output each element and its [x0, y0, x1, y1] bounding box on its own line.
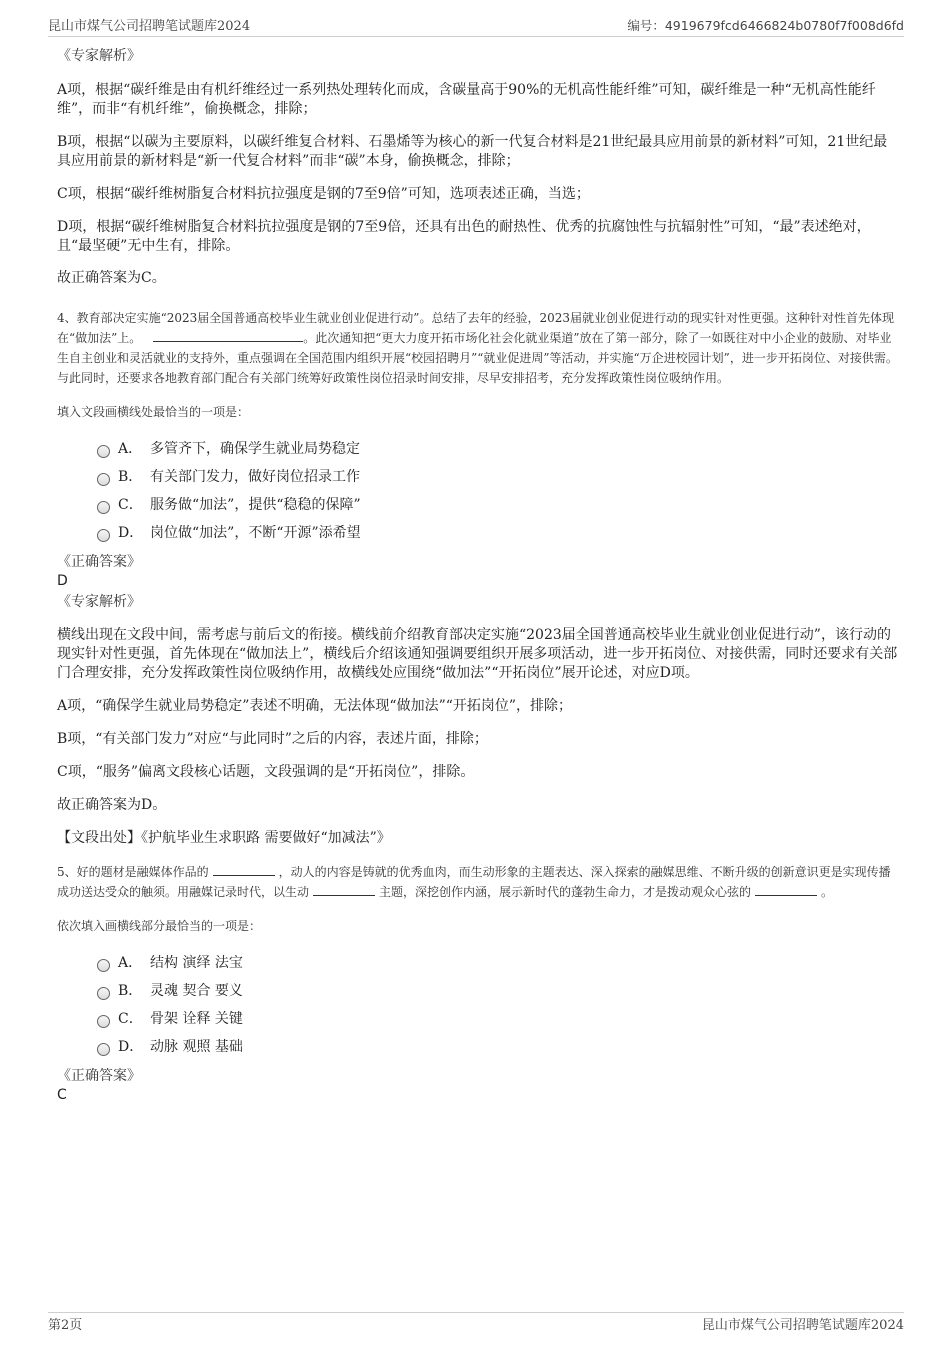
- q5-stem-4: 。: [821, 885, 834, 899]
- q3-analysis-d: D项，根据“碳纤维树脂复合材料抗拉强度是钢的7至9倍，还具有出色的耐热性、优秀的抗腐蚀性与抗辐射性”可知，“最”表述绝对，且“最坚硬”无中生有，排除。: [57, 219, 871, 254]
- q4-option-b[interactable]: [97, 462, 900, 490]
- q4-blank: [153, 329, 303, 342]
- radio-icon[interactable]: [97, 529, 110, 542]
- q3-analysis-a: A项，根据“碳纤维是由有机纤维经过一系列热处理转化而成，含碳量高于90%的无机高性能纤维”可知，碳纤维是一种“无机高性能纤维”，而非“有机纤维”，偷换概念，排除；: [57, 82, 876, 117]
- q4-option-d[interactable]: [97, 518, 900, 546]
- q5-option-d[interactable]: [97, 1032, 900, 1060]
- q3-analysis-label: 《专家解析》: [57, 48, 141, 64]
- q3-conclusion: 故正确答案为C。: [57, 270, 166, 286]
- page-number: 第2页: [48, 1318, 83, 1333]
- header-serial: 编号：4919679fcd6466824b0780f7f008d6fd: [627, 18, 904, 33]
- page-header: [48, 12, 904, 37]
- option-letter: C．: [118, 497, 143, 513]
- q4-analysis-a: A项，“确保学生就业局势稳定”表述不明确，无法体现“做加法”“开拓岗位”，排除；: [57, 698, 573, 714]
- q5-stem: [57, 862, 900, 902]
- q3-analysis-c: C项，根据“碳纤维树脂复合材料抗拉强度是钢的7至9倍”可知，选项表述正确，当选；: [57, 186, 590, 202]
- q5-option-b[interactable]: [97, 976, 900, 1004]
- radio-icon[interactable]: [97, 1043, 110, 1056]
- option-letter: A．: [118, 955, 143, 971]
- q4-stem: [57, 308, 900, 388]
- q4-analysis-label: 《专家解析》: [57, 594, 141, 610]
- q4-option-a[interactable]: [97, 434, 900, 462]
- option-letter: B．: [118, 983, 143, 999]
- q3-analysis-b: B项，根据“以碳为主要原料，以碳纤维复合材料、石墨烯等为核心的新一代复合材料是21世纪最具应用前景的新材料”可知，21世纪最具应用前景的新材料是“新一代复合材料”而非“碳”本身，偷换概念，排除；: [57, 134, 888, 169]
- radio-icon[interactable]: [97, 473, 110, 486]
- option-letter: D．: [118, 525, 144, 541]
- q5-option-c[interactable]: [97, 1004, 900, 1032]
- q5-option-a[interactable]: [97, 948, 900, 976]
- option-text: 动脉 观照 基础: [150, 1039, 243, 1055]
- q4-option-c[interactable]: [97, 490, 900, 518]
- q4-answer: D: [57, 573, 68, 589]
- q5-blank-2: [313, 883, 375, 896]
- q5-blank-1: [213, 863, 275, 876]
- radio-icon[interactable]: [97, 501, 110, 514]
- option-text: 岗位做“加法”，不断“开源”添希望: [150, 525, 361, 541]
- option-text: 服务做“加法”，提供“稳稳的保障”: [150, 497, 361, 513]
- option-text: 结构 演绎 法宝: [150, 955, 243, 971]
- q5-stem-3: 主题，深挖创作内涵，展示新时代的蓬勃生命力，才是拨动观众心弦的: [379, 885, 752, 899]
- q5-prompt: 依次填入画横线部分最恰当的一项是：: [57, 919, 262, 933]
- q4-conclusion: 故正确答案为D。: [57, 797, 167, 813]
- q4-source: 【文段出处】《护航毕业生求职路 需要做好“加减法”》: [57, 830, 391, 846]
- q4-answer-label: 《正确答案》: [57, 554, 141, 570]
- q4-options: [57, 434, 900, 546]
- option-text: 灵魂 契合 要义: [150, 983, 243, 999]
- q4-analysis-b: B项，“有关部门发力”对应“与此同时”之后的内容，表述片面，排除；: [57, 731, 488, 747]
- q5-blank-3: [755, 883, 817, 896]
- page-content: [57, 46, 900, 1104]
- option-text: 多管齐下，确保学生就业局势稳定: [150, 441, 360, 457]
- radio-icon[interactable]: [97, 987, 110, 1000]
- radio-icon[interactable]: [97, 1015, 110, 1028]
- option-letter: A．: [118, 441, 143, 457]
- option-text: 有关部门发力，做好岗位招录工作: [150, 469, 360, 485]
- radio-icon[interactable]: [97, 959, 110, 972]
- footer-title: 昆山市煤气公司招聘笔试题库2024: [701, 1318, 904, 1333]
- q5-answer: C: [57, 1087, 67, 1103]
- q4-analysis-c: C项，“服务”偏离文段核心话题，文段强调的是“开拓岗位”，排除。: [57, 764, 475, 780]
- option-letter: B．: [118, 469, 143, 485]
- q4-prompt: 填入文段画横线处最恰当的一项是：: [57, 405, 250, 419]
- q5-stem-2: ，动人的内容是铸就的优秀血肉，而生动形象的主题表达、深入探索的融媒思维、不断升级的创新意识更是实现传播成功送达受众的触须。用融媒记录时代，以生动: [57, 865, 891, 899]
- q4-analysis-main: 横线出现在文段中间，需考虑与前后文的衔接。横线前介绍教育部决定实施“2023届全国普通高校毕业生就业创业促进行动”，该行动的现实针对性更强，首先体现在“做加法上”，横线后介绍该通知强调要组织开展多项活动，进一步开拓岗位、对接供需，同时还要求有关部门合理安排，充分发挥政策性岗位吸纳作用，故横线处应围绕“做加法”“开拓岗位”展开论述，对应D项。: [57, 627, 898, 681]
- q4-stem-after: 。此次通知把“更大力度开拓市场化社会化就业渠道”放在了第一部分，除了一如既往对中小企业的鼓励、对毕业生自主创业和灵活就业的支持外，重点强调在全国范围内组织开展“校园招聘月”“就业促进周”等活动，并实施“万企进校园计划”，进一步开拓岗位、对接供需。与此同时，还要求各地教育部门配合有关部门统筹好政策性岗位招录时间安排，尽早安排招考，充分发挥政策性岗位吸纳作用。: [57, 331, 898, 385]
- q4-stem-before: 4、教育部决定实施“2023届全国普通高校毕业生就业创业促进行动”。总结了去年的经验，2023届就业创业促进行动的现实针对性更强。这种针对性首先体现在“做加法”上。: [57, 311, 894, 345]
- option-letter: D．: [118, 1039, 144, 1055]
- q5-answer-label: 《正确答案》: [57, 1068, 141, 1084]
- q5-options: [57, 948, 900, 1060]
- header-title: 昆山市煤气公司招聘笔试题库2024: [48, 19, 251, 34]
- q5-stem-1: 5、好的题材是融媒体作品的: [57, 865, 209, 879]
- option-letter: C．: [118, 1011, 143, 1027]
- page-footer: [48, 1312, 904, 1333]
- radio-icon[interactable]: [97, 445, 110, 458]
- option-text: 骨架 诠释 关键: [150, 1011, 243, 1027]
